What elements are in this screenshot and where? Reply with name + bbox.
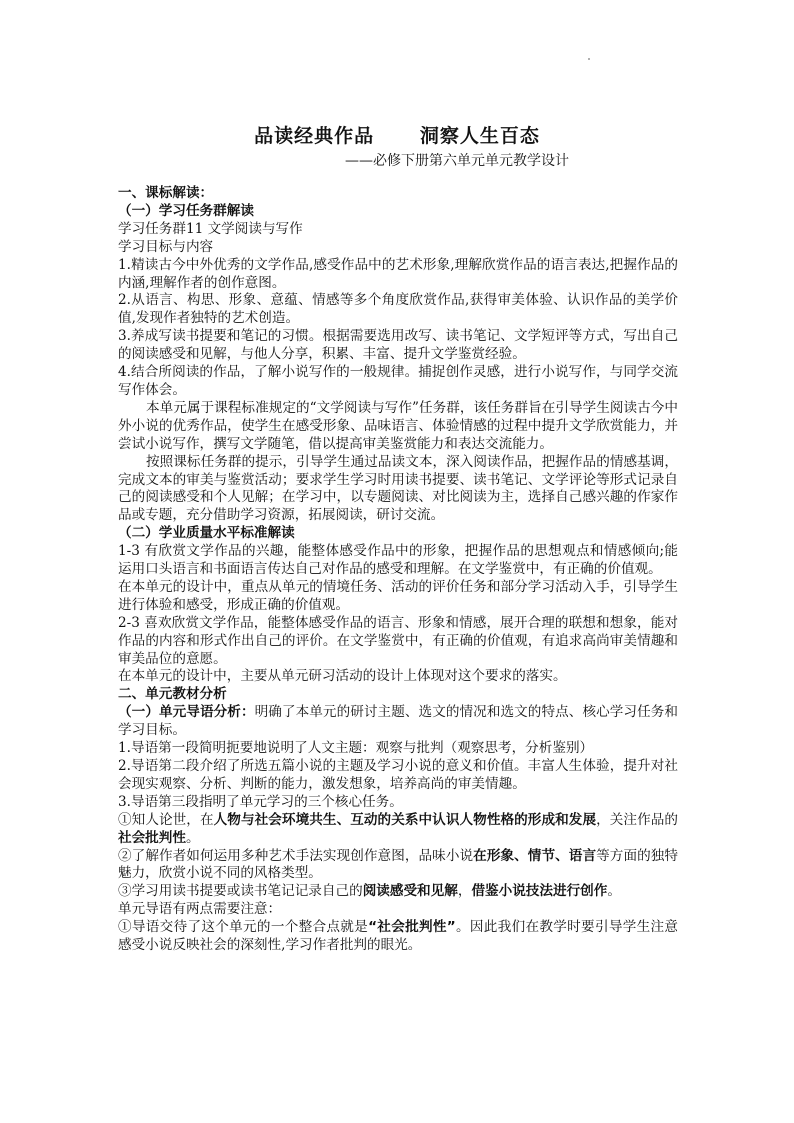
goal-item-2: 2.从语言、构思、形象、意蕴、情感等多个角度欣赏作品,获得审美体验、认识作品的美学价值,发现作者独特的艺术创造。 <box>118 292 678 327</box>
goals-heading: 学习目标与内容 <box>118 238 214 255</box>
core-task-3 <box>118 883 678 901</box>
core-task-1-emphasis-a: 人物与社会环境共生、互动的关系中认识人物性格的形成和发展 <box>213 811 597 828</box>
core-task-2-text-b: 等方面的独特魅力，欣赏小说不同的风格类型。 <box>118 847 679 882</box>
intro-point-3: 3.导语第三段指明了单元学习的三个核心任务。 <box>118 793 403 810</box>
core-task-2-emphasis: 在形象、情节、语言 <box>473 847 597 864</box>
core-task-1-text-b: ，关注作品的 <box>596 811 679 828</box>
core-task-3-emphasis-b: 借鉴小说技法进行创作 <box>471 883 608 900</box>
core-task-1-text-c: 。 <box>185 829 200 846</box>
goal-item-4: 4.结合所阅读的作品，了解小说写作的一般规律。捕捉创作灵感，进行小说写作，与同学交流写作体会。 <box>118 364 678 398</box>
core-task-3-text-b: ， <box>457 883 472 900</box>
note-item-1-text-b: 。因此我们在教学时要引导学生注意感受小说反映社会的深刻性,学习作者批判的眼光。 <box>118 919 679 954</box>
subsection-heading-1-2: （二）学业质量水平标准解读 <box>118 525 295 542</box>
subsection-2-1 <box>118 704 678 740</box>
note-item-1 <box>118 919 678 955</box>
paragraph-guidance: 按照课标任务群的提示，引导学生通过品读文本，深入阅读作品，把握作品的情感基调，完成文本的审美与鉴赏活动；要求学生学习时用读书提要、读书笔记、文学评论等形式记录自己的阅读感受和个人见解；在学习中，以专题阅读、对比阅读为主，选择自己感兴趣的作家作品或专题，充分借助学习资源，拓展阅读，研讨交流。 <box>118 453 678 524</box>
standard-2-3-note: 在本单元的设计中，主要从单元研习活动的设计上体现对这个要求的落实。 <box>118 668 567 685</box>
document-title: 品读经典作品 洞察人生百态 <box>254 125 540 147</box>
section-heading-1: 一、课标解读： <box>118 185 214 201</box>
subsection-heading-1-1: （一）学习任务群解读 <box>118 202 254 219</box>
subsection-2-1-text: 明确了本单元的研讨主题、选文的情况和选文的特点、核心学习任务和学习目标。 <box>118 704 679 739</box>
goal-item-3: 3.养成写读书提要和笔记的习惯。根据需要选用改写、读书笔记、文学短评等方式，写出自己的阅读感受和见解，与他人分享，积累、丰富、提升文学鉴赏经验。 <box>118 328 678 363</box>
core-task-1-text-a: ①知人论世，在 <box>118 811 214 828</box>
document-subtitle: ——必修下册第六单元单元教学设计 <box>345 153 569 169</box>
intro-point-1: 1.导语第一段简明扼要地说明了人文主题：观察与批判（观察思考，分析鉴别） <box>118 740 594 757</box>
document-body <box>118 185 678 955</box>
subsection-heading-2-1: （一）单元导语分析： <box>118 704 255 721</box>
standard-1-3-note: 在本单元的设计中，重点从单元的情境任务、活动的评价任务和部分学习活动入手，引导学生进行体验和感受，形成正确的价值观。 <box>118 578 678 613</box>
core-task-1-emphasis-b: 社会批判性 <box>118 829 186 846</box>
core-task-2-text-a: ②了解作者如何运用多种艺术手法实现创作意图，品味小说 <box>118 847 474 864</box>
core-task-1 <box>118 812 678 848</box>
notes-heading: 单元导语有两点需要注意： <box>118 901 282 918</box>
core-task-3-text-a: ③学习用读书提要或读书笔记记录自己的 <box>118 883 363 900</box>
task-group-line: 学习任务群11 文学阅读与写作 <box>118 220 303 237</box>
core-task-3-emphasis-a: 阅读感受和见解 <box>362 883 458 900</box>
note-item-1-text-a: ①导语交待了这个单元的一个整合点就是 <box>118 919 369 936</box>
core-task-2 <box>118 848 678 884</box>
note-item-1-emphasis: “社会批判性” <box>368 919 456 936</box>
goal-item-1: 1.精读古今中外优秀的文学作品,感受作品中的艺术形象,理解欣赏作品的语言表达,把握作品的内涵,理解作者的创作意图。 <box>118 256 678 291</box>
section-heading-2: 二、单元教材分析 <box>118 686 227 703</box>
scan-dot <box>588 58 590 60</box>
paragraph-unit-intro: 本单元属于课程标准规定的“文学阅读与写作”任务群，该任务群旨在引导学生阅读古今中外小说的优秀作品，使学生在感受形象、品味语言、体验情感的过程中提升文学欣赏能力，并尝试小说写作，撰写文学随笔，借以提高审美鉴赏能力和表达交流能力。 <box>118 399 678 452</box>
standard-1-3: 1-3 有欣赏文学作品的兴趣，能整体感受作品中的形象，把握作品的思想观点和情感倾向;能运用口头语言和书面语言传达自己对作品的感受和理解。在文学鉴赏中，有正确的价值观。 <box>118 543 678 578</box>
standard-2-3: 2-3 喜欢欣赏文学作品，能整体感受作品的语言、形象和情感，展开合理的联想和想象，能对作品的内容和形式作出自己的评价。在文学鉴赏中，有正确的价值观，有追求高尚审美情趣和审美品位的意愿。 <box>118 614 678 667</box>
core-task-3-text-c: 。 <box>607 883 621 900</box>
intro-point-2: 2.导语第二段介绍了所选五篇小说的主题及学习小说的意义和价值。丰富人生体验，提升对社会现实观察、分析、判断的能力，激发想象，培养高尚的审美情趣。 <box>118 758 678 792</box>
